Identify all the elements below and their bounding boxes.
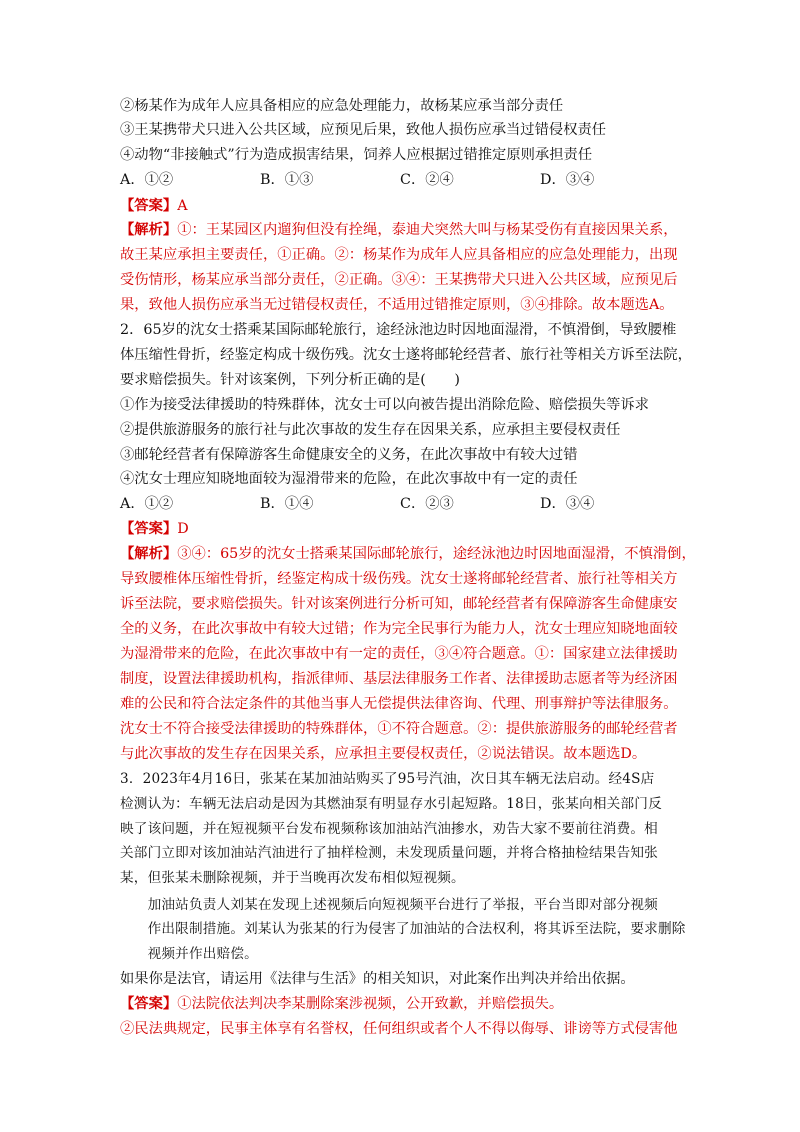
answer-tag: 【答案】 bbox=[120, 996, 178, 1012]
q2-statement: ②提供旅游服务的旅行社与此次事故的发生存在因果关系，应承担主要侵权责任 bbox=[120, 422, 621, 438]
answer-value: D bbox=[177, 521, 189, 537]
q2-statement: ③邮轮经营者有保障游客生命健康安全的义务，在此次事故中有较大过错 bbox=[120, 447, 578, 463]
q3-stem-line: 映了该问题，并在短视频平台发布视频称该加油站汽油掺水，劝告大家不要前往消费。相 bbox=[120, 821, 658, 837]
q2-analysis-line: 与此次事故的发生存在因果关系，应承担主要侵权责任，②说法错误。故本题选D。 bbox=[120, 746, 647, 762]
q1-analysis-line bbox=[120, 218, 680, 242]
q3-stem-line: 检测认为：车辆无法启动是因为其燃油泵有明显存水引起短路。18日，张某向相关部门反 bbox=[120, 796, 662, 812]
q1-statement: ③王某携带犬只进入公共区域，应预见后果，致他人损伤应承当过错侵权责任 bbox=[120, 122, 607, 138]
q2-stem-line: 要求赔偿损失。针对该案例，下列分析正确的是( ) bbox=[120, 372, 460, 388]
q1-analysis-line: 故王某应承担主要责任，①正确。②：杨某作为成年人应具备相应的应急处理能力，出现 bbox=[120, 247, 678, 263]
q2-analysis-line: 沈女士不符合接受法律援助的特殊群体，①不符合题意。②：提供旅游服务的邮轮经营者 bbox=[120, 721, 678, 737]
analysis-text: ①：王某园区内遛狗但没有拴绳，泰迪犬突然大叫与杨某受伤有直接因果关系， bbox=[177, 222, 678, 238]
q2-analysis-line: 制度，设置法律援助机构，指派律师、基层法律服务工作者、法律援助志愿者等为经济困 bbox=[120, 671, 678, 687]
q2-option-c: C．②③ bbox=[400, 496, 454, 512]
q1-option-a: A．①② bbox=[120, 172, 174, 188]
q2-analysis-line: 导致腰椎体压缩性骨折，经鉴定构成十级伤残。沈女士遂将邮轮经营者、旅行社等相关方 bbox=[120, 571, 678, 587]
q1-option-c: C．②④ bbox=[400, 172, 454, 188]
q1-analysis-line: 果，致他人损伤应承当无过错侵权责任，不适用过错推定原则，③④排除。故本题选A。 bbox=[120, 297, 674, 313]
q2-stem-line: 2．65岁的沈女士搭乘某国际邮轮旅行，途经泳池边时因地面湿滑，不慎滑倒，导致腰椎 bbox=[120, 322, 677, 338]
answer-text: ①法院依法判决李某删除案涉视频，公开致歉，并赔偿损失。 bbox=[177, 996, 564, 1012]
q2-statement: ④沈女士理应知晓地面较为湿滑带来的危险，在此次事故中有一定的责任 bbox=[120, 471, 578, 487]
answer-tag: 【答案】 bbox=[120, 521, 178, 537]
q3-answer-line bbox=[120, 992, 680, 1016]
q2-analysis-line: 全的义务，在此次事故中有较大过错；作为完全民事行为能力人，沈女士理应知晓地面较 bbox=[120, 621, 678, 637]
q3-stem-line: 作出限制措施。刘某认为张某的行为侵害了加油站的合法权利，将其诉至法院，要求删除 bbox=[120, 921, 686, 937]
q2-option-b: B．①④ bbox=[260, 496, 314, 512]
q3-stem-line: 3．2023年4月16日，张某在某加油站购买了95号汽油，次日其车辆无法启动。经4S店 bbox=[120, 771, 655, 787]
answer-tag: 【答案】 bbox=[120, 198, 178, 214]
q2-option-a: A．①② bbox=[120, 496, 174, 512]
q1-answer bbox=[120, 194, 680, 218]
q3-stem-line: 关部门立即对该加油站汽油进行了抽样检测，未发现质量问题，并将合格抽检结果告知张 bbox=[120, 845, 658, 861]
q1-statement: ④动物“非接触式”行为造成损害结果，饲养人应根据过错推定原则承担责任 bbox=[120, 147, 593, 163]
answer-value: A bbox=[177, 198, 188, 214]
q2-answer bbox=[120, 517, 680, 541]
q1-analysis-line: 受伤情形，杨某应承当部分责任，②正确。③④：王某携带犬只进入公共区域，应预见后 bbox=[120, 272, 678, 288]
q2-stem-line: 体压缩性骨折，经鉴定构成十级伤残。沈女士遂将邮轮经营者、旅行社等相关方诉至法院， bbox=[120, 347, 692, 363]
q3-stem-line: 视频并作出赔偿。 bbox=[120, 946, 258, 962]
q1-option-b: B．①③ bbox=[260, 172, 314, 188]
q2-analysis-line bbox=[120, 542, 696, 566]
analysis-tag: 【解析】 bbox=[120, 222, 178, 238]
q1-statement: ②杨某作为成年人应具备相应的应急处理能力，故杨某应承当部分责任 bbox=[120, 98, 564, 114]
analysis-text: ③④：65岁的沈女士搭乘某国际邮轮旅行，途经泳池边时因地面湿滑，不慎滑倒， bbox=[177, 546, 696, 562]
q3-stem-line: 加油站负责人刘某在发现上述视频后向短视频平台进行了举报，平台当即对部分视频 bbox=[120, 897, 658, 913]
analysis-tag: 【解析】 bbox=[120, 546, 178, 562]
q2-analysis-line: 难的公民和符合法定条件的其他当事人无偿提供法律咨询、代理、刑事辩护等法律服务。 bbox=[120, 696, 678, 712]
q3-stem-line: 某，但张某未删除视频，并于当晚再次发布相似短视频。 bbox=[120, 870, 465, 886]
q2-option-d: D．③④ bbox=[540, 496, 595, 512]
q2-statement: ①作为接受法律援助的特殊群体，沈女士可以向被告提出消除危险、赔偿损失等诉求 bbox=[120, 397, 649, 413]
q3-answer-line: ②民法典规定，民事主体享有名誉权，任何组织或者个人不得以侮辱、诽谤等方式侵害他 bbox=[120, 1021, 678, 1037]
q1-option-d: D．③④ bbox=[540, 172, 595, 188]
q3-question: 如果你是法官，请运用《法律与生活》的相关知识，对此案作出判决并给出依据。 bbox=[120, 971, 635, 987]
q2-analysis-line: 诉至法院，要求赔偿损失。针对该案例进行分析可知，邮轮经营者有保障游客生命健康安 bbox=[120, 596, 678, 612]
q2-analysis-line: 为湿滑带来的危险，在此次事故中有一定的责任，③④符合题意。①：国家建立法律援助 bbox=[120, 646, 678, 662]
